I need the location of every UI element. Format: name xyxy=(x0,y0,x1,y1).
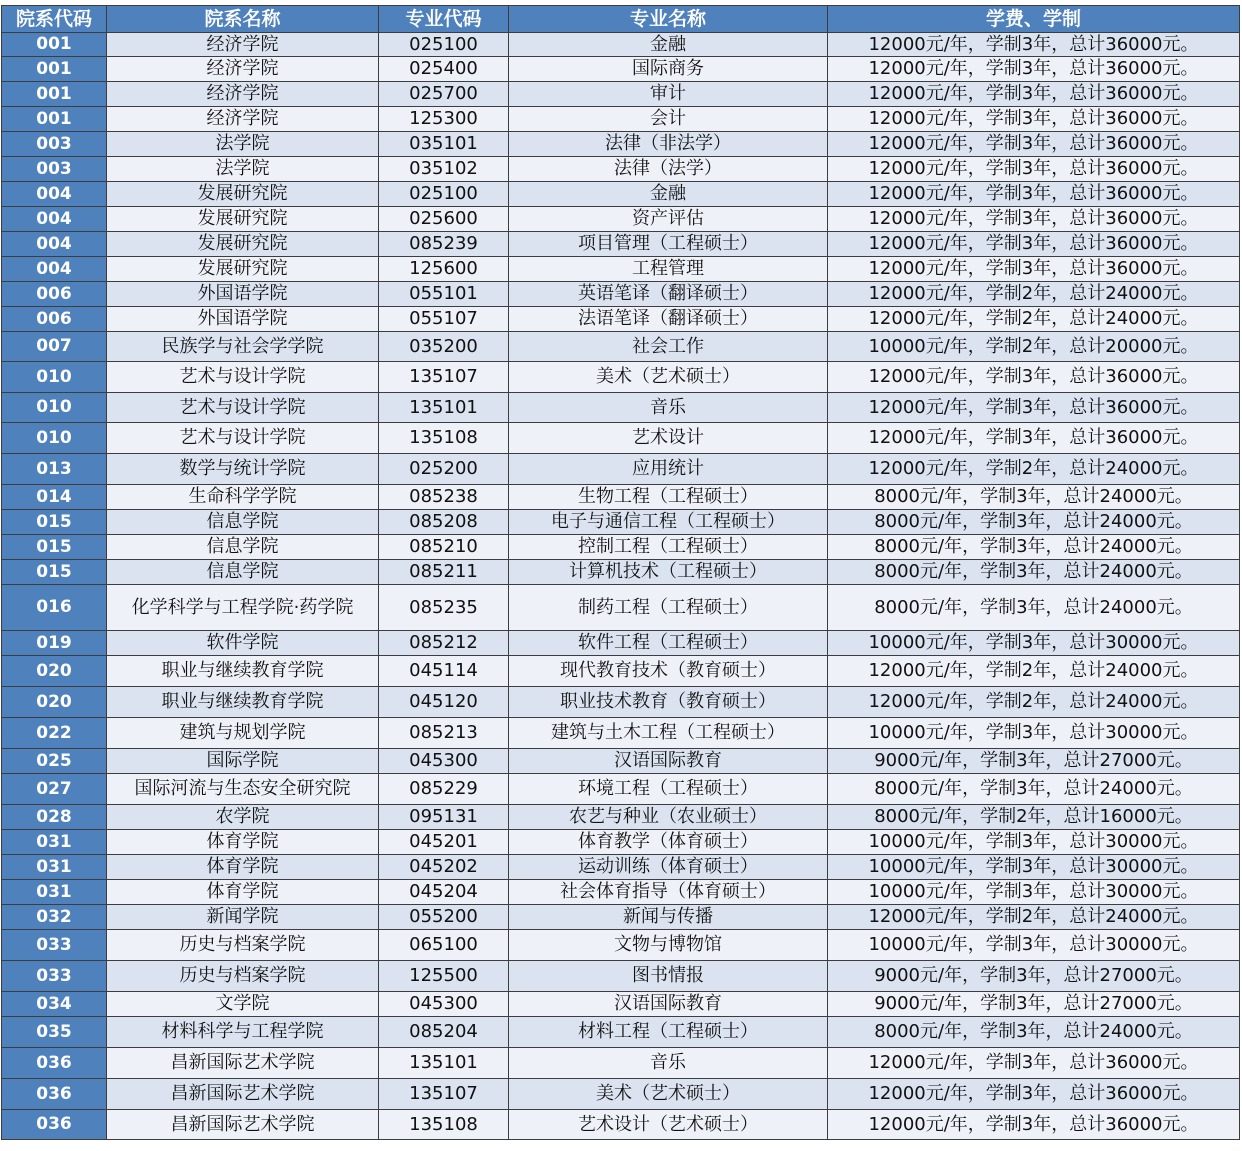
major-name-cell: 金融 xyxy=(509,182,828,207)
header-dept-name: 院系名称 xyxy=(107,6,379,33)
major-name-cell: 美术（艺术硕士） xyxy=(509,1079,828,1110)
table-row xyxy=(2,880,1240,905)
table-row xyxy=(2,510,1240,535)
major-name-cell: 文物与博物馆 xyxy=(509,930,828,961)
fee-cell: 12000元/年，学制2年，总计24000元。 xyxy=(828,282,1240,307)
major-name-cell: 工程管理 xyxy=(509,257,828,282)
table-row xyxy=(2,257,1240,282)
fee-cell: 12000元/年，学制3年，总计36000元。 xyxy=(828,182,1240,207)
header-dept-code: 院系代码 xyxy=(2,6,107,33)
dept-code-cell: 001 xyxy=(2,107,107,132)
major-name-cell: 职业技术教育（教育硕士） xyxy=(509,687,828,718)
fee-cell: 8000元/年，学制3年，总计24000元。 xyxy=(828,585,1240,631)
dept-name-cell: 文学院 xyxy=(107,992,379,1017)
fee-cell: 10000元/年，学制3年，总计30000元。 xyxy=(828,880,1240,905)
major-name-cell: 应用统计 xyxy=(509,454,828,485)
major-code-cell: 085204 xyxy=(379,1017,509,1048)
dept-code-cell: 015 xyxy=(2,560,107,585)
dept-code-cell: 004 xyxy=(2,232,107,257)
dept-code-cell: 006 xyxy=(2,282,107,307)
fee-cell: 8000元/年，学制3年，总计24000元。 xyxy=(828,535,1240,560)
dept-code-cell: 010 xyxy=(2,423,107,454)
fee-cell: 12000元/年，学制3年，总计36000元。 xyxy=(828,1079,1240,1110)
fee-cell: 10000元/年，学制3年，总计30000元。 xyxy=(828,631,1240,656)
header-major-name: 专业名称 xyxy=(509,6,828,33)
major-code-cell: 025600 xyxy=(379,207,509,232)
major-name-cell: 音乐 xyxy=(509,393,828,423)
dept-name-cell: 经济学院 xyxy=(107,57,379,82)
table-row xyxy=(2,961,1240,992)
major-code-cell: 135108 xyxy=(379,1110,509,1140)
table-row xyxy=(2,182,1240,207)
dept-name-cell: 民族学与社会学学院 xyxy=(107,332,379,362)
table-row xyxy=(2,57,1240,82)
fee-cell: 10000元/年，学制3年，总计30000元。 xyxy=(828,930,1240,961)
major-code-cell: 135107 xyxy=(379,1079,509,1110)
tuition-table xyxy=(1,5,1240,1140)
fee-cell: 12000元/年，学制2年，总计24000元。 xyxy=(828,656,1240,687)
header-row xyxy=(2,6,1240,33)
major-name-cell: 会计 xyxy=(509,107,828,132)
major-name-cell: 软件工程（工程硕士） xyxy=(509,631,828,656)
fee-cell: 9000元/年，学制3年，总计27000元。 xyxy=(828,961,1240,992)
dept-code-cell: 031 xyxy=(2,855,107,880)
dept-code-cell: 015 xyxy=(2,535,107,560)
major-name-cell: 生物工程（工程硕士） xyxy=(509,485,828,510)
fee-cell: 12000元/年，学制3年，总计36000元。 xyxy=(828,57,1240,82)
table-row xyxy=(2,423,1240,454)
table-row xyxy=(2,132,1240,157)
dept-name-cell: 经济学院 xyxy=(107,33,379,57)
major-code-cell: 035200 xyxy=(379,332,509,362)
major-code-cell: 085212 xyxy=(379,631,509,656)
table-row xyxy=(2,82,1240,107)
table-row xyxy=(2,1110,1240,1140)
table-row xyxy=(2,393,1240,423)
table-row xyxy=(2,33,1240,57)
table-body xyxy=(2,33,1240,1140)
table-row xyxy=(2,1079,1240,1110)
major-name-cell: 美术（艺术硕士） xyxy=(509,362,828,393)
major-name-cell: 社会工作 xyxy=(509,332,828,362)
major-name-cell: 项目管理（工程硕士） xyxy=(509,232,828,257)
dept-code-cell: 007 xyxy=(2,332,107,362)
dept-name-cell: 历史与档案学院 xyxy=(107,930,379,961)
dept-name-cell: 艺术与设计学院 xyxy=(107,362,379,393)
table-row xyxy=(2,232,1240,257)
dept-code-cell: 010 xyxy=(2,362,107,393)
major-name-cell: 计算机技术（工程硕士） xyxy=(509,560,828,585)
dept-code-cell: 004 xyxy=(2,182,107,207)
major-code-cell: 125500 xyxy=(379,961,509,992)
major-name-cell: 制药工程（工程硕士） xyxy=(509,585,828,631)
table-row xyxy=(2,585,1240,631)
major-code-cell: 035101 xyxy=(379,132,509,157)
dept-name-cell: 昌新国际艺术学院 xyxy=(107,1079,379,1110)
fee-cell: 10000元/年，学制2年，总计20000元。 xyxy=(828,332,1240,362)
major-name-cell: 材料工程（工程硕士） xyxy=(509,1017,828,1048)
table-row xyxy=(2,656,1240,687)
major-name-cell: 农艺与种业（农业硕士） xyxy=(509,805,828,830)
dept-code-cell: 003 xyxy=(2,157,107,182)
major-name-cell: 国际商务 xyxy=(509,57,828,82)
major-code-cell: 085208 xyxy=(379,510,509,535)
major-code-cell: 095131 xyxy=(379,805,509,830)
dept-name-cell: 发展研究院 xyxy=(107,207,379,232)
major-code-cell: 045300 xyxy=(379,992,509,1017)
major-name-cell: 审计 xyxy=(509,82,828,107)
dept-code-cell: 004 xyxy=(2,207,107,232)
fee-cell: 12000元/年，学制3年，总计36000元。 xyxy=(828,1048,1240,1079)
major-code-cell: 085211 xyxy=(379,560,509,585)
major-code-cell: 135107 xyxy=(379,362,509,393)
dept-name-cell: 艺术与设计学院 xyxy=(107,423,379,454)
dept-code-cell: 004 xyxy=(2,257,107,282)
table-row xyxy=(2,631,1240,656)
dept-name-cell: 法学院 xyxy=(107,132,379,157)
dept-name-cell: 职业与继续教育学院 xyxy=(107,656,379,687)
table-row xyxy=(2,485,1240,510)
dept-code-cell: 020 xyxy=(2,687,107,718)
dept-name-cell: 体育学院 xyxy=(107,855,379,880)
table-row xyxy=(2,805,1240,830)
fee-cell: 9000元/年，学制3年，总计27000元。 xyxy=(828,992,1240,1017)
fee-cell: 12000元/年，学制3年，总计36000元。 xyxy=(828,207,1240,232)
dept-code-cell: 036 xyxy=(2,1048,107,1079)
fee-cell: 8000元/年，学制3年，总计24000元。 xyxy=(828,560,1240,585)
dept-name-cell: 体育学院 xyxy=(107,830,379,855)
major-code-cell: 125600 xyxy=(379,257,509,282)
major-name-cell: 法律（法学） xyxy=(509,157,828,182)
header-fee: 学费、学制 xyxy=(828,6,1240,33)
table-row xyxy=(2,718,1240,749)
fee-cell: 12000元/年，学制3年，总计36000元。 xyxy=(828,232,1240,257)
table-row xyxy=(2,332,1240,362)
major-code-cell: 035102 xyxy=(379,157,509,182)
major-code-cell: 025700 xyxy=(379,82,509,107)
major-code-cell: 045114 xyxy=(379,656,509,687)
dept-code-cell: 016 xyxy=(2,585,107,631)
dept-code-cell: 001 xyxy=(2,82,107,107)
dept-code-cell: 020 xyxy=(2,656,107,687)
major-name-cell: 法语笔译（翻译硕士） xyxy=(509,307,828,332)
dept-name-cell: 数学与统计学院 xyxy=(107,454,379,485)
major-code-cell: 135101 xyxy=(379,393,509,423)
fee-cell: 12000元/年，学制3年，总计36000元。 xyxy=(828,82,1240,107)
major-name-cell: 汉语国际教育 xyxy=(509,992,828,1017)
table-row xyxy=(2,307,1240,332)
major-name-cell: 现代教育技术（教育硕士） xyxy=(509,656,828,687)
major-code-cell: 085238 xyxy=(379,485,509,510)
dept-code-cell: 032 xyxy=(2,905,107,930)
major-code-cell: 085235 xyxy=(379,585,509,631)
fee-cell: 12000元/年，学制3年，总计36000元。 xyxy=(828,132,1240,157)
major-name-cell: 金融 xyxy=(509,33,828,57)
major-name-cell: 社会体育指导（体育硕士） xyxy=(509,880,828,905)
dept-name-cell: 信息学院 xyxy=(107,535,379,560)
major-code-cell: 085213 xyxy=(379,718,509,749)
dept-name-cell: 国际河流与生态安全研究院 xyxy=(107,774,379,805)
dept-name-cell: 经济学院 xyxy=(107,107,379,132)
major-name-cell: 汉语国际教育 xyxy=(509,749,828,774)
major-name-cell: 体育教学（体育硕士） xyxy=(509,830,828,855)
major-name-cell: 电子与通信工程（工程硕士） xyxy=(509,510,828,535)
fee-cell: 12000元/年，学制3年，总计36000元。 xyxy=(828,1110,1240,1140)
major-code-cell: 085210 xyxy=(379,535,509,560)
major-code-cell: 125300 xyxy=(379,107,509,132)
dept-name-cell: 昌新国际艺术学院 xyxy=(107,1110,379,1140)
dept-name-cell: 历史与档案学院 xyxy=(107,961,379,992)
dept-name-cell: 农学院 xyxy=(107,805,379,830)
table-row xyxy=(2,362,1240,393)
major-name-cell: 控制工程（工程硕士） xyxy=(509,535,828,560)
dept-code-cell: 025 xyxy=(2,749,107,774)
dept-code-cell: 014 xyxy=(2,485,107,510)
fee-cell: 12000元/年，学制3年，总计36000元。 xyxy=(828,257,1240,282)
dept-name-cell: 软件学院 xyxy=(107,631,379,656)
major-code-cell: 085239 xyxy=(379,232,509,257)
table-row xyxy=(2,774,1240,805)
major-name-cell: 艺术设计（艺术硕士） xyxy=(509,1110,828,1140)
dept-code-cell: 001 xyxy=(2,33,107,57)
major-name-cell: 环境工程（工程硕士） xyxy=(509,774,828,805)
dept-name-cell: 信息学院 xyxy=(107,510,379,535)
fee-cell: 12000元/年，学制3年，总计36000元。 xyxy=(828,157,1240,182)
dept-code-cell: 036 xyxy=(2,1079,107,1110)
dept-name-cell: 生命科学学院 xyxy=(107,485,379,510)
dept-name-cell: 新闻学院 xyxy=(107,905,379,930)
dept-code-cell: 027 xyxy=(2,774,107,805)
fee-cell: 12000元/年，学制2年，总计24000元。 xyxy=(828,307,1240,332)
dept-code-cell: 035 xyxy=(2,1017,107,1048)
dept-name-cell: 经济学院 xyxy=(107,82,379,107)
fee-cell: 12000元/年，学制3年，总计36000元。 xyxy=(828,423,1240,454)
dept-code-cell: 019 xyxy=(2,631,107,656)
major-name-cell: 英语笔译（翻译硕士） xyxy=(509,282,828,307)
fee-cell: 9000元/年，学制3年，总计27000元。 xyxy=(828,749,1240,774)
table-row xyxy=(2,535,1240,560)
fee-cell: 12000元/年，学制2年，总计24000元。 xyxy=(828,687,1240,718)
fee-cell: 8000元/年，学制3年，总计24000元。 xyxy=(828,485,1240,510)
dept-code-cell: 033 xyxy=(2,961,107,992)
dept-name-cell: 艺术与设计学院 xyxy=(107,393,379,423)
fee-cell: 8000元/年，学制2年，总计16000元。 xyxy=(828,805,1240,830)
fee-cell: 12000元/年，学制3年，总计36000元。 xyxy=(828,33,1240,57)
table-row xyxy=(2,992,1240,1017)
dept-code-cell: 034 xyxy=(2,992,107,1017)
fee-cell: 12000元/年，学制3年，总计36000元。 xyxy=(828,107,1240,132)
dept-name-cell: 信息学院 xyxy=(107,560,379,585)
dept-name-cell: 国际学院 xyxy=(107,749,379,774)
table-row xyxy=(2,207,1240,232)
table-row xyxy=(2,282,1240,307)
dept-code-cell: 013 xyxy=(2,454,107,485)
fee-cell: 8000元/年，学制3年，总计24000元。 xyxy=(828,510,1240,535)
table-row xyxy=(2,830,1240,855)
major-code-cell: 025100 xyxy=(379,182,509,207)
dept-name-cell: 发展研究院 xyxy=(107,257,379,282)
dept-name-cell: 外国语学院 xyxy=(107,307,379,332)
major-name-cell: 新闻与传播 xyxy=(509,905,828,930)
dept-name-cell: 材料科学与工程学院 xyxy=(107,1017,379,1048)
dept-code-cell: 010 xyxy=(2,393,107,423)
major-name-cell: 图书情报 xyxy=(509,961,828,992)
fee-cell: 10000元/年，学制3年，总计30000元。 xyxy=(828,830,1240,855)
table-row xyxy=(2,749,1240,774)
header-major-code: 专业代码 xyxy=(379,6,509,33)
dept-name-cell: 体育学院 xyxy=(107,880,379,905)
major-code-cell: 055107 xyxy=(379,307,509,332)
dept-code-cell: 006 xyxy=(2,307,107,332)
major-code-cell: 025200 xyxy=(379,454,509,485)
dept-name-cell: 发展研究院 xyxy=(107,232,379,257)
dept-code-cell: 022 xyxy=(2,718,107,749)
fee-cell: 12000元/年，学制3年，总计36000元。 xyxy=(828,393,1240,423)
fee-cell: 8000元/年，学制3年，总计24000元。 xyxy=(828,1017,1240,1048)
major-code-cell: 025400 xyxy=(379,57,509,82)
dept-code-cell: 036 xyxy=(2,1110,107,1140)
major-code-cell: 065100 xyxy=(379,930,509,961)
fee-cell: 8000元/年，学制3年，总计24000元。 xyxy=(828,774,1240,805)
fee-cell: 12000元/年，学制2年，总计24000元。 xyxy=(828,454,1240,485)
dept-name-cell: 发展研究院 xyxy=(107,182,379,207)
dept-name-cell: 昌新国际艺术学院 xyxy=(107,1048,379,1079)
dept-code-cell: 031 xyxy=(2,880,107,905)
table-row xyxy=(2,157,1240,182)
table-row xyxy=(2,454,1240,485)
dept-code-cell: 001 xyxy=(2,57,107,82)
major-code-cell: 045204 xyxy=(379,880,509,905)
dept-code-cell: 031 xyxy=(2,830,107,855)
major-name-cell: 艺术设计 xyxy=(509,423,828,454)
major-code-cell: 085229 xyxy=(379,774,509,805)
table-row xyxy=(2,855,1240,880)
fee-cell: 12000元/年，学制2年，总计24000元。 xyxy=(828,905,1240,930)
major-code-cell: 025100 xyxy=(379,33,509,57)
major-code-cell: 055200 xyxy=(379,905,509,930)
table-row xyxy=(2,930,1240,961)
major-code-cell: 055101 xyxy=(379,282,509,307)
major-code-cell: 135108 xyxy=(379,423,509,454)
fee-cell: 12000元/年，学制3年，总计36000元。 xyxy=(828,362,1240,393)
dept-code-cell: 028 xyxy=(2,805,107,830)
dept-name-cell: 法学院 xyxy=(107,157,379,182)
major-code-cell: 045300 xyxy=(379,749,509,774)
major-name-cell: 音乐 xyxy=(509,1048,828,1079)
table-row xyxy=(2,1048,1240,1079)
dept-code-cell: 033 xyxy=(2,930,107,961)
fee-cell: 10000元/年，学制3年，总计30000元。 xyxy=(828,855,1240,880)
table-row xyxy=(2,560,1240,585)
major-name-cell: 运动训练（体育硕士） xyxy=(509,855,828,880)
dept-name-cell: 建筑与规划学院 xyxy=(107,718,379,749)
table-row xyxy=(2,687,1240,718)
dept-code-cell: 003 xyxy=(2,132,107,157)
major-name-cell: 资产评估 xyxy=(509,207,828,232)
table-row xyxy=(2,107,1240,132)
major-name-cell: 法律（非法学） xyxy=(509,132,828,157)
fee-cell: 10000元/年，学制3年，总计30000元。 xyxy=(828,718,1240,749)
major-code-cell: 045202 xyxy=(379,855,509,880)
major-code-cell: 135101 xyxy=(379,1048,509,1079)
dept-name-cell: 化学科学与工程学院·药学院 xyxy=(107,585,379,631)
major-code-cell: 045201 xyxy=(379,830,509,855)
major-name-cell: 建筑与土木工程（工程硕士） xyxy=(509,718,828,749)
table-row xyxy=(2,905,1240,930)
major-code-cell: 045120 xyxy=(379,687,509,718)
dept-name-cell: 外国语学院 xyxy=(107,282,379,307)
dept-code-cell: 015 xyxy=(2,510,107,535)
dept-name-cell: 职业与继续教育学院 xyxy=(107,687,379,718)
table-row xyxy=(2,1017,1240,1048)
